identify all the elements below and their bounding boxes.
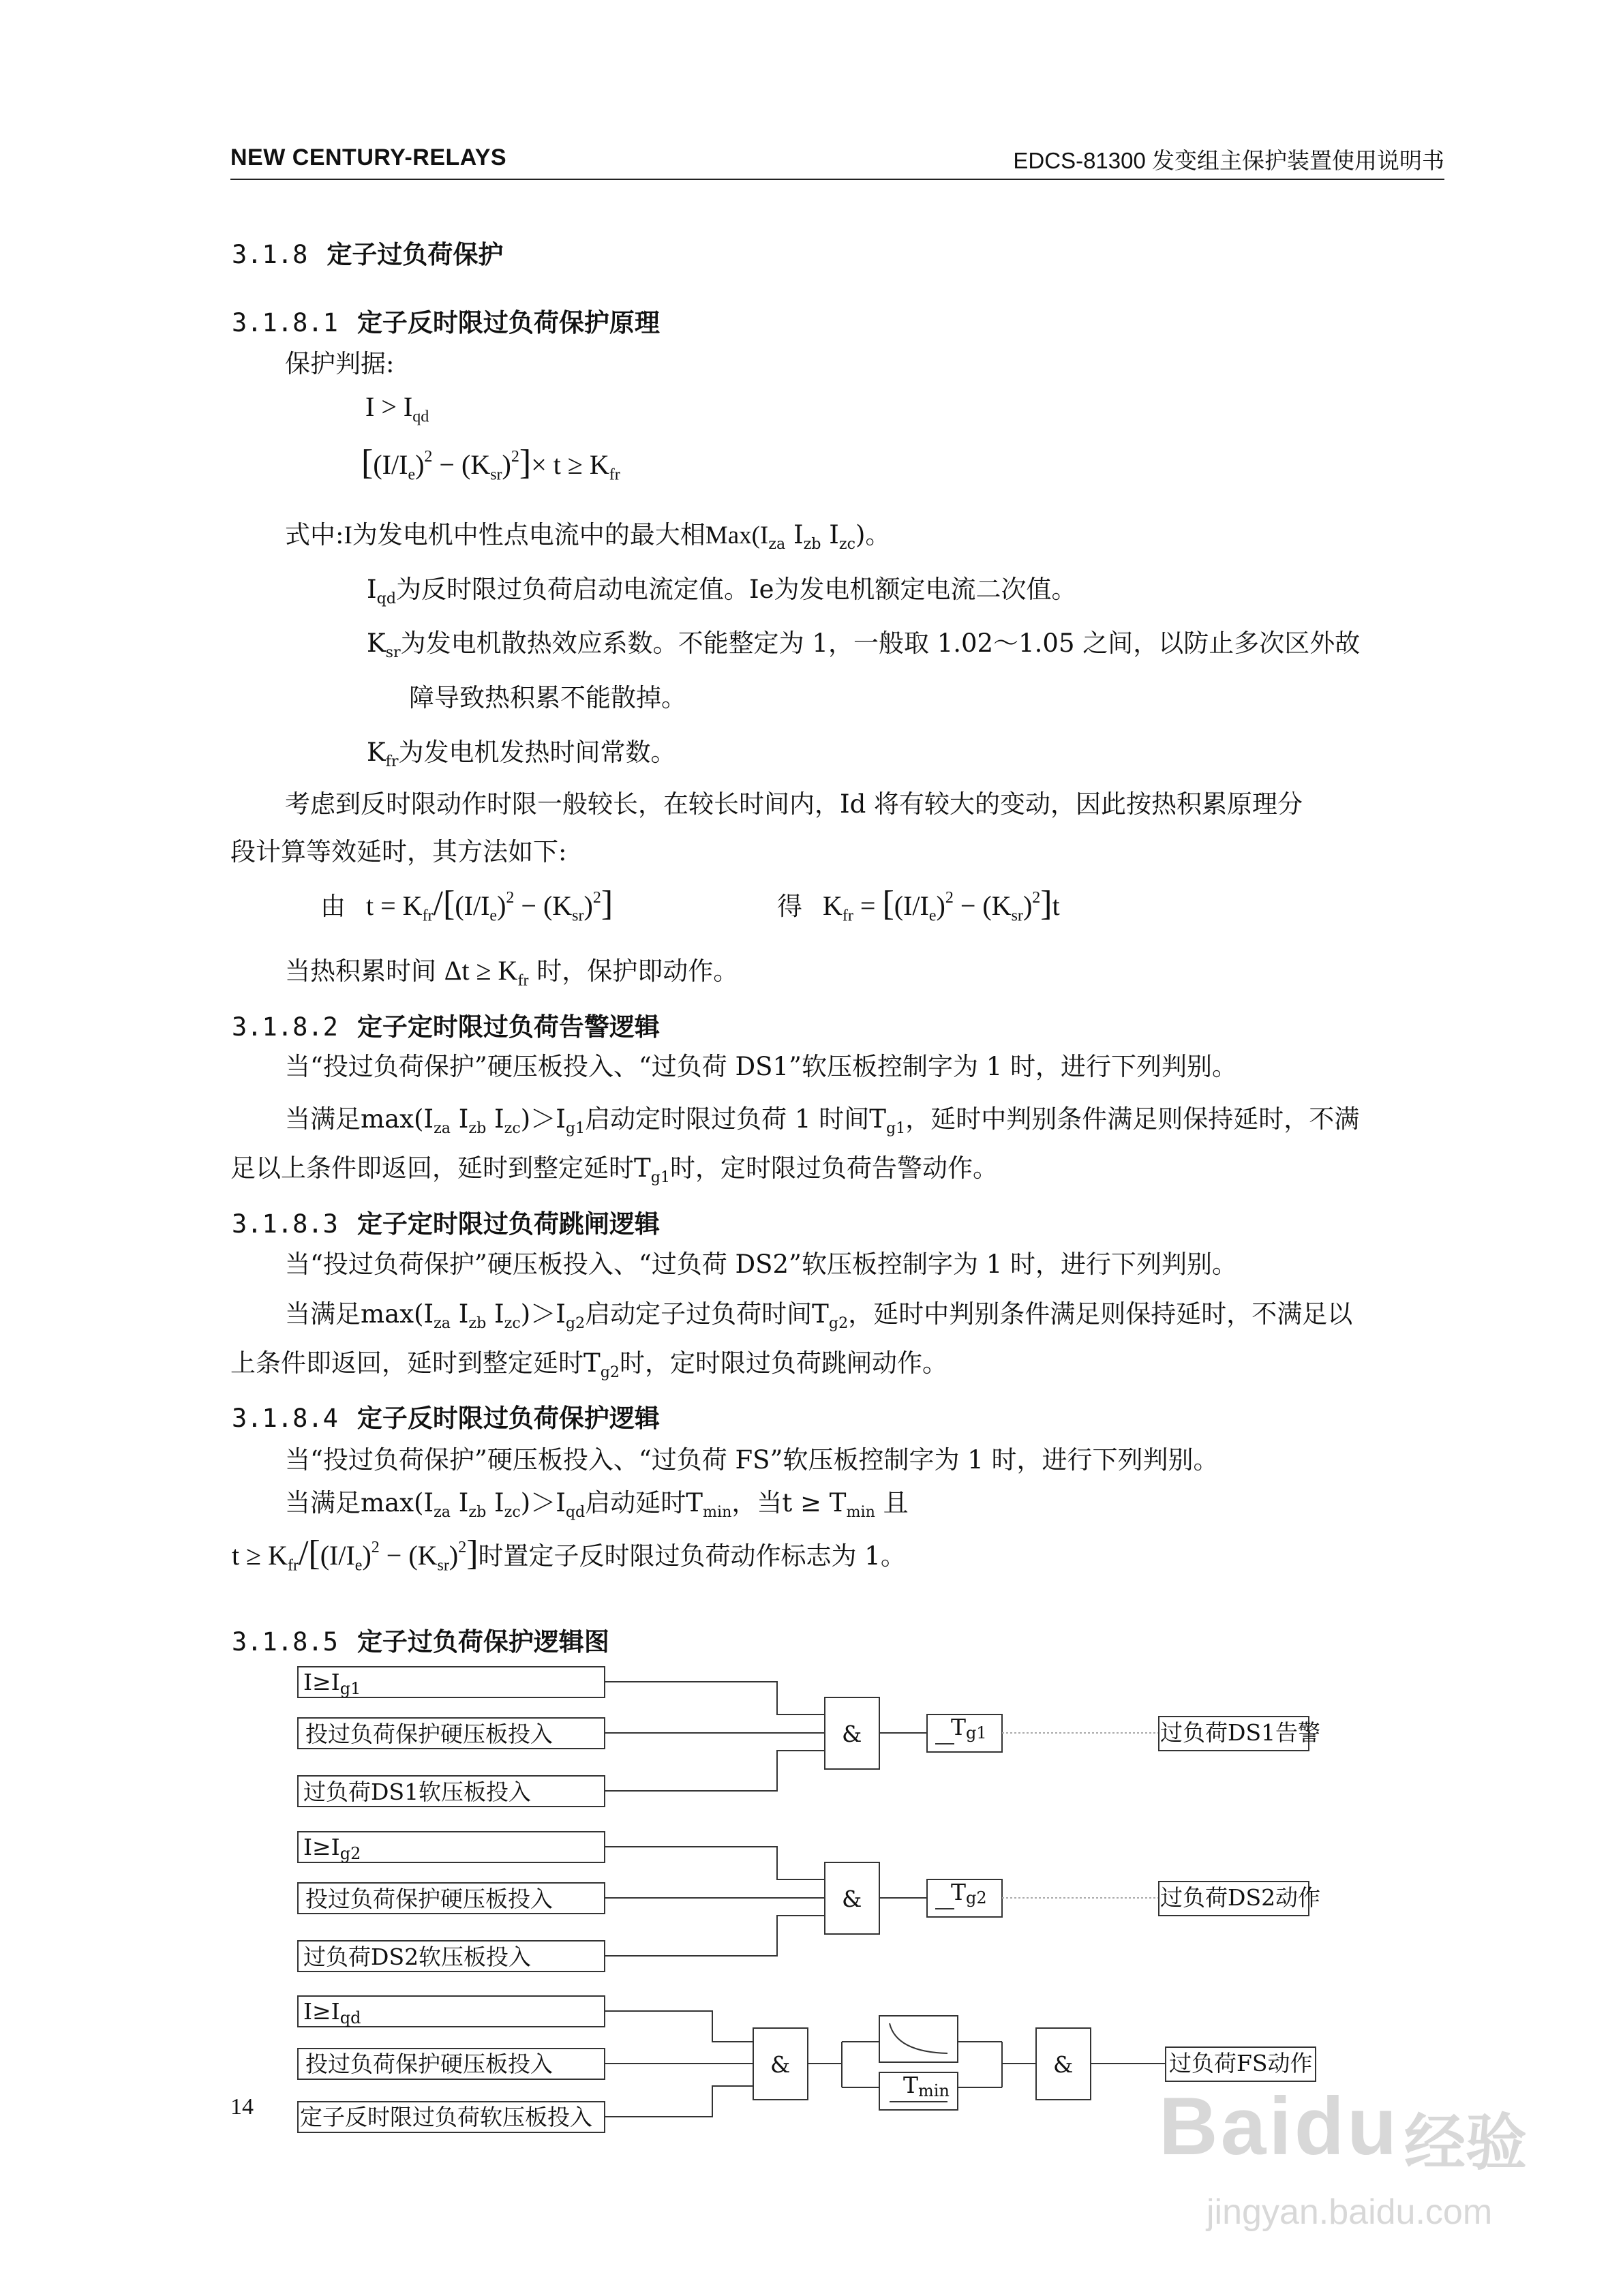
g1-input-2-label: 投过负荷保护硬压板投入 — [305, 1721, 553, 1747]
g2-timer-label: Tg2 — [951, 1879, 987, 1907]
where-line-ksr-cont: 障导致热积累不能散掉。 — [409, 683, 686, 712]
g2-input-1-label: I≥Ig2 — [303, 1834, 361, 1863]
page-number: 14 — [230, 2094, 254, 2119]
g2-output-label: 过负荷DS2动作 — [1160, 1884, 1321, 1911]
g2-input-2-label: 投过负荷保护硬压板投入 — [305, 1886, 553, 1912]
g3-wire-3 — [605, 2086, 753, 2117]
watermark-url: jingyan.baidu.com — [1207, 2192, 1493, 2232]
where-line-kfr: $K_{fr}$为发电机发热时间常数。 — [367, 738, 676, 770]
g1-input-1-label: I≥Ig1 — [303, 1669, 361, 1698]
g1-input-3-label: 过负荷DS1软压板投入 — [303, 1779, 532, 1805]
s3184-line-1: 当“投过负荷保护”硬压板投入、“过负荷 FS”软压板控制字为 1 时，进行下列判别。 — [285, 1445, 1219, 1475]
action-condition-line: 当热积累时间 $\Delta t \ge K_{fr}$ 时，保护即动作。 — [285, 955, 739, 990]
g1-wire-1 — [605, 1682, 825, 1715]
section-3-1-8-5-heading: 3.1.8.5 定子过负荷保护逻辑图 — [232, 1627, 609, 1657]
formula-start-condition: $I > I_{qd}$ — [365, 391, 429, 426]
g1-output-label: 过负荷DS1告警 — [1160, 1719, 1321, 1746]
g3-output-label: 过负荷FS动作 — [1169, 2050, 1313, 2076]
g3-tmin-label: Tmin — [903, 2072, 950, 2100]
section-3-1-8-1-heading: 3.1.8.1 定子反时限过负荷保护原理 — [232, 307, 660, 337]
formula-kfr: 得 $K_{fr} = [(I/I_e)^2 - (K_{sr})^2]t$ — [777, 884, 1060, 925]
g3-input-3-label: 定子反时限过负荷软压板投入 — [300, 2104, 592, 2130]
g1-wire-3 — [605, 1751, 825, 1791]
header-doc-title: EDCS-81300 发变组主保护装置使用说明书 — [1013, 148, 1444, 173]
s3182-line-2: 当满足$\max(I_{za}$ $I_{zb}$ $I_{zc})>I_{g1}$启动定时限过负荷 1 时间$T_{g1}$，延时中判别条件满足则保持延时，不满 — [285, 1104, 1360, 1137]
section-3-1-8-heading: 3.1.8 定子过负荷保护 — [232, 239, 504, 269]
section-3-1-8-4-heading: 3.1.8.4 定子反时限过负荷保护逻辑 — [232, 1403, 660, 1433]
g3-curve-icon — [890, 2023, 947, 2053]
g2-wire-3 — [605, 1916, 825, 1956]
g3-curve-box — [879, 2016, 958, 2062]
g1-timer-label: Tg1 — [951, 1714, 987, 1742]
section-3-1-8-3-heading: 3.1.8.3 定子定时限过负荷跳闸逻辑 — [232, 1209, 660, 1239]
where-line-iqd: $I_{qd}$为反时限过负荷启动电流定值。Ie为发电机额定电流二次值。 — [367, 575, 1077, 607]
g3-and-1-label: & — [770, 2051, 791, 2078]
s3184-line-3: $t \ge K_{fr}/[(I/I_e)^2 - (K_{sr})^2]$时置定子反时限过负荷动作标志为 1。 — [232, 1534, 906, 1575]
g2-and-label: & — [842, 1886, 862, 1912]
s3182-line-1: 当“投过负荷保护”硬压板投入、“过负荷 DS1”软压板控制字为 1 时，进行下列判别。 — [285, 1052, 1238, 1081]
s3184-line-2: 当满足$\max(I_{za}$ $I_{zb}$ $I_{zc})>I_{qd}$启动延时$T_{min}$，当$t \ge T_{min}$ 且 — [285, 1488, 909, 1521]
formula-thermal-criterion: $[(I/I_e)^2 - (K_{sr})^2]\times t \ge K_{fr}$ — [361, 443, 620, 484]
g3-and-2-label: & — [1053, 2051, 1074, 2078]
g1-and-label: & — [842, 1721, 862, 1747]
section-3-1-8-2-heading: 3.1.8.2 定子定时限过负荷告警逻辑 — [232, 1012, 660, 1042]
where-line-ksr: $K_{sr}$为发电机散热效应系数。不能整定为 1，一般取 1.02～1.05 之间，以防止多次区外故 — [367, 629, 1361, 661]
s3183-line-2: 当满足$\max(I_{za}$ $I_{zb}$ $I_{zc})>I_{g2}$启动定子过负荷时间$T_{g2}$，延时中判别条件满足则保持延时，不满足以 — [285, 1299, 1353, 1332]
watermark-cn: 经验 — [1404, 2107, 1527, 2179]
g3-input-2-label: 投过负荷保护硬压板投入 — [305, 2051, 553, 2077]
g3-wire-1 — [605, 2011, 753, 2042]
s3183-line-3: 上条件即返回，延时到整定延时$T_{g2}$时，定时限过负荷跳闸动作。 — [230, 1348, 948, 1381]
paragraph-line-1: 考虑到反时限动作时限一般较长，在较长时间内，Id 将有较大的变动，因此按热积累原理分 — [285, 789, 1303, 819]
where-line-1: 式中:I为发电机中性点电流中的最大相$Max(I_{za}$ $I_{zb}$ $I_{zc}$)。 — [285, 520, 891, 553]
watermark-brand: Baidu — [1159, 2081, 1400, 2172]
g2-input-3-label: 过负荷DS2软压板投入 — [303, 1944, 532, 1970]
g3-input-1-label: I≥Iqd — [303, 1998, 361, 2027]
g2-wire-1 — [605, 1847, 825, 1879]
formula-equivalent-delay: 由 $t = K_{fr}/[(I/I_e)^2 - (K_{sr})^2]$ — [320, 884, 613, 925]
s3183-line-1: 当“投过负荷保护”硬压板投入、“过负荷 DS2”软压板控制字为 1 时，进行下列判别。 — [285, 1250, 1238, 1279]
s3182-line-3: 足以上条件即返回，延时到整定延时$T_{g1}$时，定时限过负荷告警动作。 — [230, 1153, 999, 1186]
header-brand: NEW CENTURY-RELAYS — [230, 145, 507, 170]
criteria-label: 保护判据: — [285, 349, 395, 378]
paragraph-line-2: 段计算等效延时，其方法如下: — [230, 837, 567, 866]
